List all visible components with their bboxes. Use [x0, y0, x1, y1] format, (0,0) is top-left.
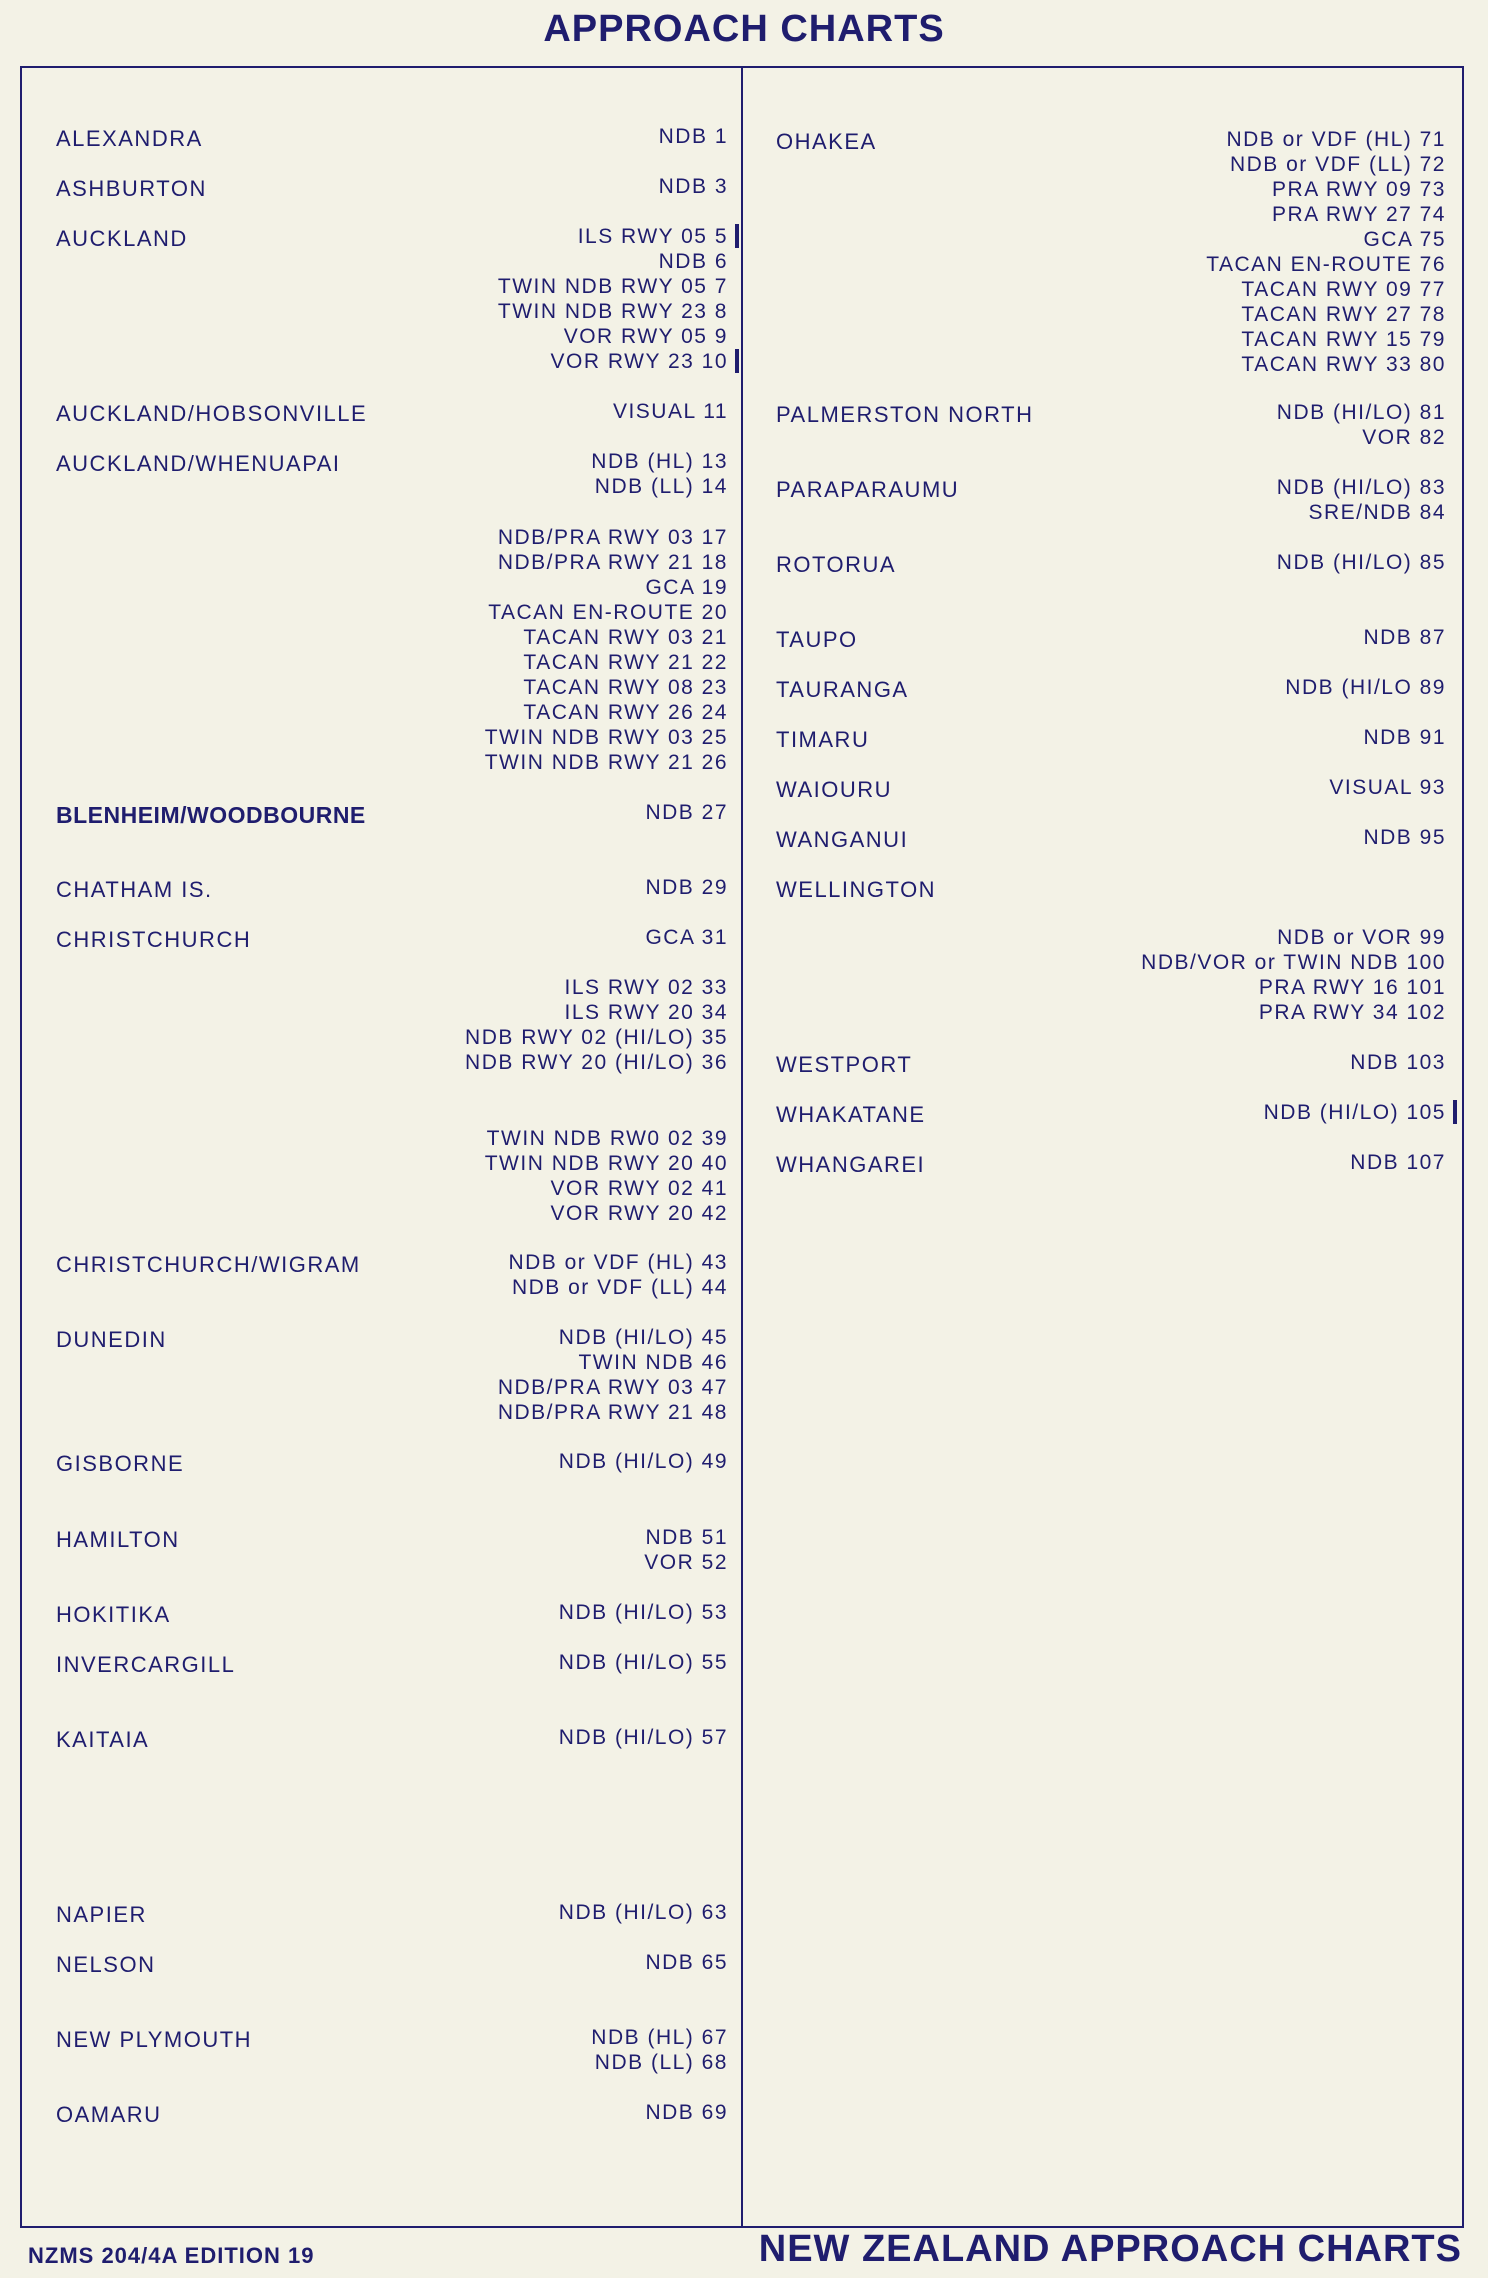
chart-list	[1285, 675, 1446, 700]
chart-entry: ILS RWY 20 34	[564, 1001, 728, 1024]
chart-entry: TACAN RWY 03 21	[523, 626, 728, 649]
chart-entry: NDB 87	[1363, 626, 1446, 649]
chart-entry: TACAN RWY 33 80	[1241, 353, 1446, 376]
chart-entry: ILS RWY 02 33	[564, 976, 728, 999]
chart-entry: TWIN NDB RWY 21 26	[484, 751, 728, 774]
airport-name: WESTPORT	[776, 1052, 913, 1077]
airport-name: DUNEDIN	[56, 1327, 167, 1352]
chart-entry: NDB (HI/LO) 85	[1276, 551, 1446, 574]
airport-name: WHAKATANE	[776, 1102, 926, 1127]
chart-list	[1350, 1150, 1446, 1175]
chart-entry: PRA RWY 34 102	[1258, 1001, 1446, 1024]
airport-name: WAIOURU	[776, 777, 893, 802]
chart-entry: GCA 75	[1363, 228, 1446, 251]
chart-entry: TWIN NDB 46	[578, 1351, 728, 1374]
airport-name: OAMARU	[56, 2102, 162, 2127]
chart-entry: NDB 91	[1363, 726, 1446, 749]
chart-entry: NDB (HL) 13	[591, 450, 728, 473]
chart-entry: NDB (HI/LO 89	[1285, 676, 1446, 699]
chart-entry: PRA RWY 27 74	[1272, 203, 1446, 226]
chart-entry: GCA 19	[645, 576, 728, 599]
chart-list	[1277, 550, 1446, 575]
chart-entry: VOR RWY 20 42	[550, 1202, 728, 1225]
chart-list	[1277, 400, 1446, 450]
airport-name: WHANGAREI	[776, 1152, 926, 1177]
airport-name: NAPIER	[56, 1902, 147, 1927]
chart-entry: NDB/PRA RWY 03 47	[497, 1376, 728, 1399]
chart-entry: NDB (HI/LO) 81	[1276, 401, 1446, 424]
airport-name: ROTORUA	[776, 552, 897, 577]
chart-entry: VISUAL 93	[1329, 776, 1446, 799]
chart-list	[1141, 925, 1446, 1025]
airport-name: PARAPARAUMU	[776, 477, 960, 502]
chart-entry: NDB/PRA RWY 03 17	[497, 526, 728, 549]
airport-name: PALMERSTON NORTH	[776, 402, 1034, 427]
chart-list	[1363, 825, 1446, 850]
chart-entry: NDB 3	[658, 175, 728, 198]
chart-entry: NDB (HI/LO) 63	[558, 1901, 728, 1924]
chart-entry: TACAN RWY 26 24	[523, 701, 728, 724]
chart-entry: TWIN NDB RWY 20 40	[484, 1152, 728, 1175]
chart-entry: NDB or VOR 99	[1277, 926, 1446, 949]
airport-name: INVERCARGILL	[56, 1652, 236, 1677]
page-title: APPROACH CHARTS	[543, 8, 945, 50]
amendment-bar	[735, 349, 739, 373]
chart-entry: NDB or VDF (HL) 71	[1226, 128, 1446, 151]
series-title: NEW ZEALAND APPROACH CHARTS	[758, 2228, 1462, 2270]
chart-entry: NDB 107	[1350, 1151, 1446, 1174]
chart-entry: SRE/NDB 84	[1308, 501, 1446, 524]
chart-list	[1329, 775, 1446, 800]
airport-name: CHATHAM IS.	[56, 877, 213, 902]
airport-name: CHRISTCHURCH	[56, 927, 252, 952]
chart-entry: TACAN RWY 15 79	[1241, 328, 1446, 351]
airport-name: KAITAIA	[56, 1727, 150, 1752]
chart-entry: NDB RWY 20 (HI/LO) 36	[465, 1051, 728, 1074]
airport-name: AUCKLAND/HOBSONVILLE	[56, 401, 368, 426]
airport-name: TAURANGA	[776, 677, 909, 702]
chart-entry: NDB (LL) 14	[594, 475, 728, 498]
chart-entry: TACAN EN-ROUTE 20	[488, 601, 728, 624]
chart-entry: TACAN RWY 09 77	[1241, 278, 1446, 301]
chart-list	[1363, 725, 1446, 750]
airport-name: TIMARU	[776, 727, 870, 752]
chart-entry: NDB/VOR or TWIN NDB 100	[1141, 951, 1446, 974]
chart-entry: NDB or VDF (LL) 72	[1229, 153, 1446, 176]
chart-entry: ILS RWY 05 5	[577, 225, 728, 248]
chart-entry: NDB 29	[645, 876, 728, 899]
chart-entry: VISUAL 11	[612, 400, 728, 423]
chart-entry: NDB 51	[645, 1526, 728, 1549]
chart-entry: NDB (HI/LO) 83	[1276, 476, 1446, 499]
chart-list	[1264, 1100, 1446, 1125]
airport-name: BLENHEIM/WOODBOURNE	[56, 802, 366, 828]
chart-entry: NDB (HI/LO) 49	[558, 1450, 728, 1473]
chart-entry: NDB (HI/LO) 45	[558, 1326, 728, 1349]
chart-entry: GCA 31	[645, 926, 728, 949]
airport-name: ALEXANDRA	[56, 126, 203, 151]
chart-entry: NDB 65	[645, 1951, 728, 1974]
chart-entry: NDB (HI/LO) 55	[558, 1651, 728, 1674]
chart-entry: TACAN RWY 08 23	[523, 676, 728, 699]
chart-entry: NDB (HI/LO) 105	[1263, 1101, 1446, 1124]
chart-entry: TWIN NDB RWY 03 25	[484, 726, 728, 749]
chart-entry: TWIN NDB RWY 05 7	[497, 275, 728, 298]
airport-name: NELSON	[56, 1952, 156, 1977]
chart-entry: VOR RWY 23 10	[550, 350, 728, 373]
airport-name: ASHBURTON	[56, 176, 207, 201]
airport-name: WANGANUI	[776, 827, 909, 852]
chart-entry: NDB RWY 02 (HI/LO) 35	[465, 1026, 728, 1049]
chart-entry: NDB (HI/LO) 53	[558, 1601, 728, 1624]
chart-entry: PRA RWY 16 101	[1258, 976, 1446, 999]
chart-entry: VOR RWY 02 41	[550, 1177, 728, 1200]
chart-entry: NDB/PRA RWY 21 18	[497, 551, 728, 574]
chart-entry: NDB 103	[1350, 1051, 1446, 1074]
chart-entry: TACAN EN-ROUTE 76	[1206, 253, 1446, 276]
chart-entry: TACAN RWY 21 22	[523, 651, 728, 674]
chart-entry: NDB or VDF (HL) 43	[508, 1251, 728, 1274]
chart-entry: NDB (HL) 67	[591, 2026, 728, 2049]
edition-label: NZMS 204/4A EDITION 19	[28, 2243, 315, 2268]
chart-list	[1206, 127, 1446, 377]
chart-entry: NDB 95	[1363, 826, 1446, 849]
chart-entry: VOR 52	[644, 1551, 728, 1574]
chart-list	[1363, 625, 1446, 650]
chart-entry: NDB 1	[658, 125, 728, 148]
chart-entry: VOR 82	[1362, 426, 1446, 449]
chart-entry: NDB or VDF (LL) 44	[511, 1276, 728, 1299]
chart-entry: NDB 6	[658, 250, 728, 273]
airport-name: NEW PLYMOUTH	[56, 2027, 253, 2052]
chart-list	[1277, 475, 1446, 525]
airport-name: CHRISTCHURCH/WIGRAM	[56, 1252, 361, 1277]
chart-entry: TWIN NDB RWY 23 8	[497, 300, 728, 323]
airport-name: GISBORNE	[56, 1451, 185, 1476]
airport-name: HOKITIKA	[56, 1602, 171, 1627]
chart-entry: NDB (HI/LO) 57	[558, 1726, 728, 1749]
airport-name: HAMILTON	[56, 1527, 180, 1552]
airport-name: AUCKLAND	[56, 226, 188, 251]
airport-name: TAUPO	[776, 627, 858, 652]
airport-name: OHAKEA	[776, 129, 877, 154]
chart-entry: PRA RWY 09 73	[1272, 178, 1446, 201]
chart-entry: TACAN RWY 27 78	[1241, 303, 1446, 326]
chart-entry: VOR RWY 05 9	[563, 325, 728, 348]
chart-entry: NDB (LL) 68	[594, 2051, 728, 2074]
amendment-bar	[1453, 1100, 1457, 1124]
amendment-bar	[735, 224, 739, 248]
chart-entry: NDB 27	[645, 801, 728, 824]
chart-entry: NDB 69	[645, 2101, 728, 2124]
chart-entry: TWIN NDB RW0 02 39	[486, 1127, 728, 1150]
chart-entry: NDB/PRA RWY 21 48	[497, 1401, 728, 1424]
airport-name: WELLINGTON	[776, 877, 937, 902]
chart-list	[1350, 1050, 1446, 1075]
airport-name: AUCKLAND/WHENUAPAI	[56, 451, 341, 476]
